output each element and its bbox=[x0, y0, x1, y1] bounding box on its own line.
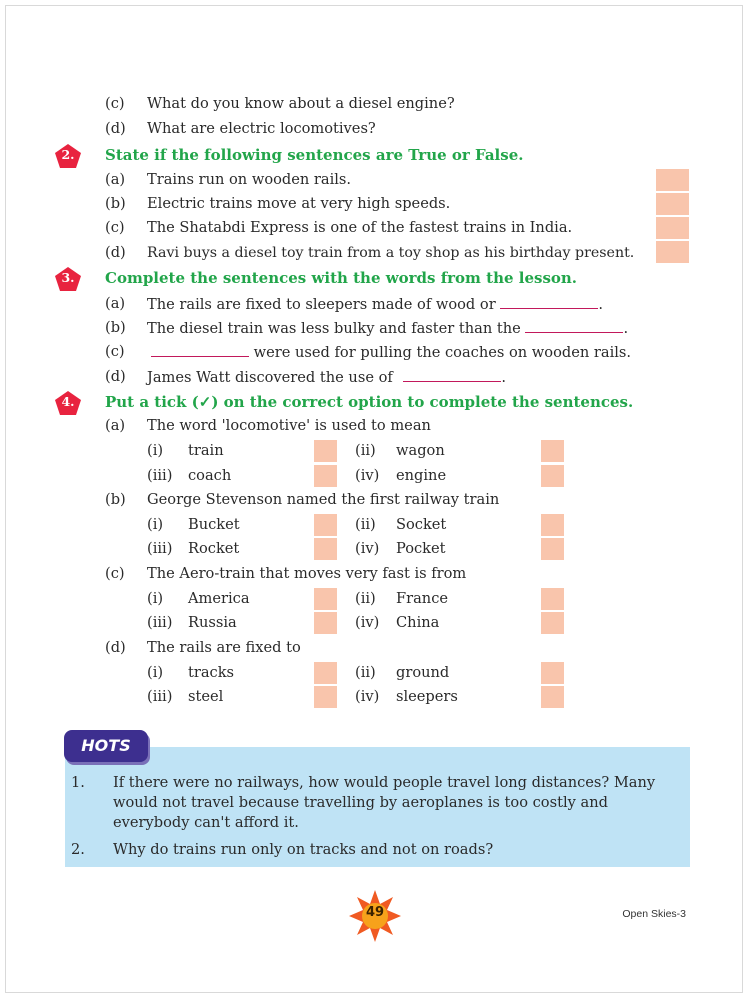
q3-text-after: . bbox=[623, 320, 629, 337]
q3-text-after: . bbox=[598, 296, 603, 313]
q4-item-label: (a) bbox=[105, 417, 126, 434]
q3-item-sentence bbox=[147, 342, 631, 363]
option-number: (iii) bbox=[147, 614, 173, 631]
option-number: (i) bbox=[147, 664, 164, 681]
tick-box[interactable] bbox=[541, 538, 564, 560]
fill-blank[interactable] bbox=[500, 294, 598, 309]
q2-number-badge bbox=[55, 144, 81, 168]
answer-box[interactable] bbox=[656, 241, 689, 263]
q3-item-sentence bbox=[147, 367, 506, 388]
option-number: (i) bbox=[147, 442, 164, 459]
q3-text-before: The rails are fixed to sleepers made of wood or bbox=[147, 296, 501, 313]
option-text: steel bbox=[188, 688, 224, 705]
option-number: (iv) bbox=[355, 688, 380, 705]
tick-box[interactable] bbox=[314, 662, 337, 684]
option-number: (ii) bbox=[355, 590, 376, 607]
q1-item-text: What are electric locomotives? bbox=[147, 120, 376, 137]
option-number: (ii) bbox=[355, 664, 376, 681]
option-number: (iv) bbox=[355, 467, 380, 484]
q3-number-badge bbox=[55, 267, 81, 291]
hots-item-number: 1. bbox=[71, 774, 85, 791]
answer-box[interactable] bbox=[656, 169, 689, 191]
tick-box[interactable] bbox=[314, 686, 337, 708]
tick-box[interactable] bbox=[314, 538, 337, 560]
answer-box[interactable] bbox=[656, 193, 689, 215]
option-number: (i) bbox=[147, 590, 164, 607]
option-text: Socket bbox=[396, 516, 447, 533]
book-title: Open Skies-3 bbox=[622, 908, 686, 920]
tick-box[interactable] bbox=[314, 514, 337, 536]
tick-box[interactable] bbox=[541, 440, 564, 462]
option-text: wagon bbox=[396, 442, 445, 459]
option-text: sleepers bbox=[396, 688, 458, 705]
page-number: 49 bbox=[365, 905, 385, 920]
option-number: (iv) bbox=[355, 614, 380, 631]
q4-heading: Put a tick (✓) on the correct option to complete the sentences. bbox=[105, 393, 634, 411]
q3-item-sentence bbox=[147, 318, 628, 339]
q3-text-before: James Watt discovered the use of bbox=[147, 369, 398, 386]
option-text: coach bbox=[188, 467, 232, 484]
q2-heading: State if the following sentences are True or False. bbox=[105, 146, 524, 164]
q1-item-label: (c) bbox=[105, 95, 125, 112]
q2-item-label: (a) bbox=[105, 171, 126, 188]
fill-blank[interactable] bbox=[151, 342, 249, 357]
q3-number: 3. bbox=[61, 270, 75, 285]
fill-blank[interactable] bbox=[525, 318, 623, 333]
hots-title: HOTS bbox=[81, 736, 131, 755]
tick-box[interactable] bbox=[314, 440, 337, 462]
hots-item-text: Why do trains run only on tracks and not on roads? bbox=[113, 841, 494, 858]
option-text: ground bbox=[396, 664, 450, 681]
q2-item-label: (c) bbox=[105, 219, 125, 236]
option-text: Bucket bbox=[188, 516, 240, 533]
option-text: train bbox=[188, 442, 224, 459]
q2-number: 2. bbox=[61, 147, 75, 162]
option-text: Rocket bbox=[188, 540, 240, 557]
option-number: (ii) bbox=[355, 442, 376, 459]
option-number: (iii) bbox=[147, 467, 173, 484]
q3-item-label: (b) bbox=[105, 319, 126, 336]
q1-item-label: (d) bbox=[105, 120, 126, 137]
option-number: (i) bbox=[147, 516, 164, 533]
q3-heading: Complete the sentences with the words from the lesson. bbox=[105, 269, 578, 287]
q3-item-label: (d) bbox=[105, 368, 126, 385]
q2-item-label: (d) bbox=[105, 244, 126, 261]
tick-box[interactable] bbox=[541, 612, 564, 634]
q4-item-text: George Stevenson named the first railway train bbox=[147, 491, 500, 508]
q4-item-text: The rails are fixed to bbox=[147, 639, 301, 656]
hots-tab bbox=[64, 730, 148, 762]
answer-box[interactable] bbox=[656, 217, 689, 239]
option-text: engine bbox=[396, 467, 447, 484]
q3-item-label: (c) bbox=[105, 343, 125, 360]
option-number: (ii) bbox=[355, 516, 376, 533]
q2-item-text: Trains run on wooden rails. bbox=[147, 171, 352, 188]
option-text: France bbox=[396, 590, 449, 607]
tick-box[interactable] bbox=[314, 588, 337, 610]
hots-item-text: If there were no railways, how would people travel long distances? Many would not travel because travelling by aeroplanes is too costly and everybody can't afford it. bbox=[113, 774, 656, 831]
q3-text-before: The diesel train was less bulky and faster than the bbox=[147, 320, 526, 337]
option-text: America bbox=[188, 590, 250, 607]
q3-item-sentence bbox=[147, 294, 603, 315]
hots-item-number: 2. bbox=[71, 841, 85, 858]
tick-box[interactable] bbox=[541, 588, 564, 610]
q3-text-after: were used for pulling the coaches on wooden rails. bbox=[249, 344, 632, 361]
option-text: China bbox=[396, 614, 440, 631]
q2-item-text: Electric trains move at very high speeds. bbox=[147, 195, 451, 212]
tick-box[interactable] bbox=[314, 612, 337, 634]
q4-item-text: The Aero-train that moves very fast is from bbox=[147, 565, 467, 582]
tick-box[interactable] bbox=[541, 465, 564, 487]
q4-item-text: The word 'locomotive' is used to mean bbox=[147, 417, 431, 434]
q4-item-label: (c) bbox=[105, 565, 125, 582]
option-text: tracks bbox=[188, 664, 235, 681]
q1-item-text: What do you know about a diesel engine? bbox=[147, 95, 455, 112]
tick-box[interactable] bbox=[541, 662, 564, 684]
q2-item-label: (b) bbox=[105, 195, 126, 212]
q4-item-label: (b) bbox=[105, 491, 126, 508]
tick-box[interactable] bbox=[541, 686, 564, 708]
q2-item-text: Ravi buys a diesel toy train from a toy shop as his birthday present. bbox=[147, 245, 635, 261]
q4-number: 4. bbox=[61, 394, 75, 409]
q3-text-after: . bbox=[501, 369, 507, 386]
q2-item-text: The Shatabdi Express is one of the fastest trains in India. bbox=[147, 219, 573, 236]
option-number: (iv) bbox=[355, 540, 380, 557]
option-text: Pocket bbox=[396, 540, 446, 557]
q4-item-label: (d) bbox=[105, 639, 126, 656]
q3-item-label: (a) bbox=[105, 295, 126, 312]
tick-box[interactable] bbox=[314, 465, 337, 487]
fill-blank[interactable] bbox=[403, 367, 501, 382]
q4-number-badge bbox=[55, 391, 81, 415]
option-text: Russia bbox=[188, 614, 237, 631]
tick-box[interactable] bbox=[541, 514, 564, 536]
option-number: (iii) bbox=[147, 540, 173, 557]
option-number: (iii) bbox=[147, 688, 173, 705]
